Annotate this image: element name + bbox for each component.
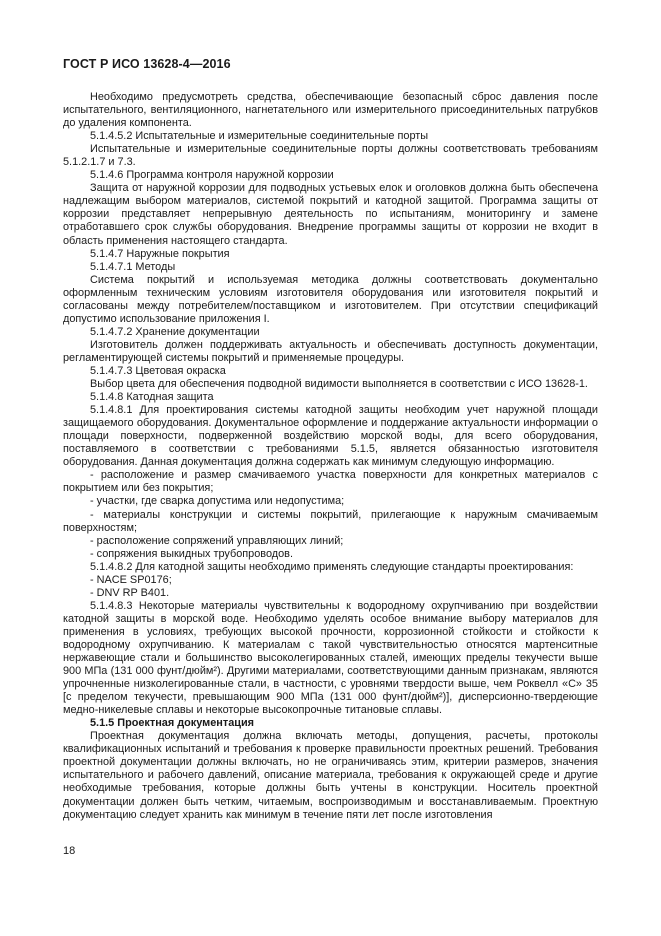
list-item: - материалы конструкции и системы покрытий, прилегающие к наружным смачиваемым поверхностям; bbox=[63, 508, 598, 534]
list-item: - DNV RP B401. bbox=[90, 586, 170, 599]
document-body bbox=[63, 91, 598, 822]
paragraph: Изготовитель должен поддерживать актуальность и обеспечивать доступность документации, регламентирующей системы покрытий и применяемые процедуры. bbox=[63, 338, 598, 364]
subsection-heading: 5.1.4.6 Программа контроля наружной коррозии bbox=[90, 169, 334, 182]
paragraph: Система покрытий и используемая методика должны соответствовать документально оформленным техническим условиям изготовителя оборудования или изготовителя покрытий и согласованы между потребителем/поставщиком и изготовителем. При отсутствии спецификаций допустимо использование приложения I. bbox=[63, 273, 598, 325]
subsection-heading: 5.1.4.5.2 Испытательные и измерительные соединительные порты bbox=[90, 130, 429, 143]
paragraph: 5.1.4.8.2 Для катодной защиты необходимо применять следующие стандарты проектирования: bbox=[90, 560, 574, 573]
section-heading: 5.1.5 Проектная документация bbox=[90, 717, 254, 730]
paragraph: 5.1.4.8.1 Для проектирования системы катодной защиты необходим учет наружной площади защищаемого оборудования. Документальное оформление и поддержание актуальности информации о площади поверхности, подверженной воздействию морской воды, для всего оборудования, поставляемого в соответствии с требованиями 5.1.5, является обязанностью изготовителя оборудования. Данная документация должна содержать как минимум следующую информацию. bbox=[63, 404, 598, 469]
list-item: - расположение сопряжений управляющих линий; bbox=[90, 534, 344, 547]
paragraph: Испытательные и измерительные соединительные порты должны соответствовать требованиям 5.1.2.1.7 и 7.3. bbox=[63, 143, 598, 169]
paragraph: Выбор цвета для обеспечения подводной видимости выполняется в соответствии с ИСО 13628-1. bbox=[90, 378, 588, 391]
subsection-heading: 5.1.4.8 Катодная защита bbox=[90, 391, 214, 404]
paragraph: Проектная документация должна включать методы, допущения, расчеты, протоколы квалификационных испытаний и требования к проверке правильности проектных решений. Требования проектной документации должны включать, но не ограничиваясь этим, критерии размеров, значения испытательного и рабочего давлений, описание материала, требования к окружающей среде и другие необходимые требования, которые должны быть учтены в конструкции. Носитель проектной документации должен быть четким, читаемым, воспроизводимым и восстанавливаемым. Проектную документацию следует хранить как минимум в течение пяти лет после изготовления bbox=[63, 730, 598, 821]
subsection-heading: 5.1.4.7.1 Методы bbox=[90, 260, 176, 273]
document-header: ГОСТ Р ИСО 13628-4—2016 bbox=[63, 57, 231, 71]
subsection-heading: 5.1.4.7.3 Цветовая окраска bbox=[90, 364, 226, 377]
paragraph: Защита от наружной коррозии для подводных устьевых елок и оголовков должна быть обеспечена надлежащим выбором материалов, системой покрытий и катодной защитой. Программа защиты от коррозии представляет непрерывную деятельность по испытаниям, мониторингу и замене отработавшего срок службы оборудования. Внедрение программы защиты от коррозии не входит в область применения настоящего стандарта. bbox=[63, 182, 598, 247]
page-number: 18 bbox=[63, 845, 76, 857]
paragraph: Необходимо предусмотреть средства, обеспечивающие безопасный сброс давления после испытательного, вентиляционного, нагнетательного или измерительного присоединительных патрубков до удаления компонента. bbox=[63, 91, 598, 130]
list-item: - сопряжения выкидных трубопроводов. bbox=[90, 547, 293, 560]
paragraph: 5.1.4.8.3 Некоторые материалы чувствительны к водородному охрупчиванию при воздействии катодной защиты в морской воде. Необходимо уделять особое внимание выбору материалов для применения в условиях, требующих высокой прочности, коррозионной стойкости и стойкости к водородному охрупчиванию. К материалам с такой чувствительностью относятся мартенситные нержавеющие стали и большинство высоколегированных сталей, имеющих пределы текучести выше 900 МПа (131 000 фунт/дюйм²). Другими материалами, соответствующими данным признакам, являются упрочненные низколегированные стали, в частности, с уровнями твердости выше, чем Роквелл «С» 35 [с пределом текучести, превышающим 900 МПа (131 000 фунт/дюйм²)], дисперсионно-твердеющие медно-никелевые сплавы и некоторые высокопрочные титановые сплавы. bbox=[63, 599, 598, 717]
list-item: - расположение и размер смачиваемого участка поверхности для конкретных материалов с покрытием или без покрытия; bbox=[63, 469, 598, 495]
list-item: - участки, где сварка допустима или недопустима; bbox=[90, 495, 345, 508]
subsection-heading: 5.1.4.7 Наружные покрытия bbox=[90, 247, 230, 260]
subsection-heading: 5.1.4.7.2 Хранение документации bbox=[90, 325, 260, 338]
list-item: - NACE SP0176; bbox=[90, 573, 172, 586]
